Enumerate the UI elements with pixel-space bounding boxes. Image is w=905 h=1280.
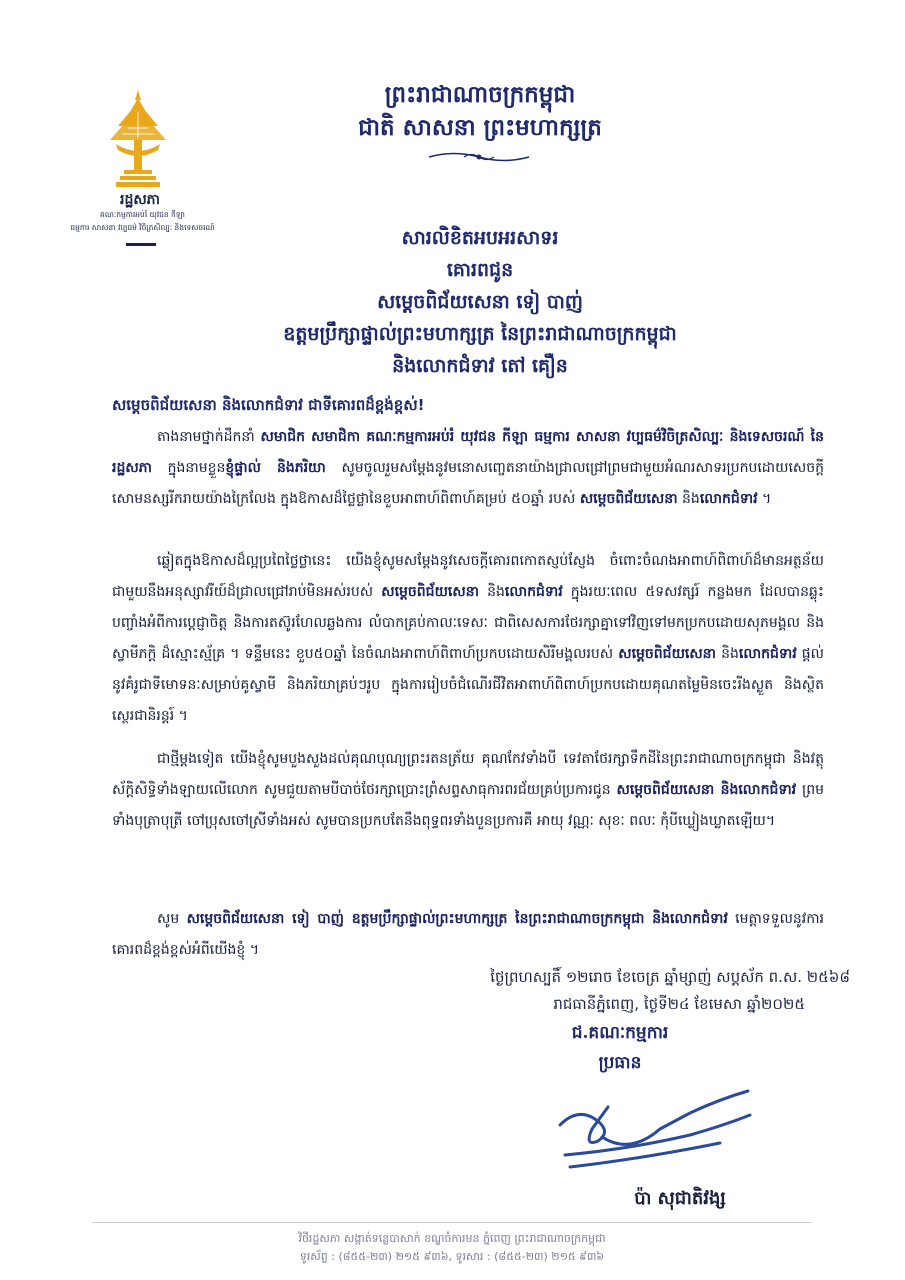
p3-bold-1: សម្តេចពិជ័យសេនា និងលោកជំទាវ: [616, 782, 797, 798]
footer: [92, 1230, 812, 1266]
p2-text-1: ឆ្លៀតក្នុងឱកាសដ៏ល្អប្រពៃថ្លៃថ្លានេះ យើងខ្ញុំសូមសម្តែងនូវសេចក្តីគោរពកោតស្ញប់ស្ញែង ចំពោះចំណងអាពាហ៍ពិពាហ៍ដ៏មានអត្ថន័យ ជាមួយនឹងអនុស្សាវរីយ៍ដ៏ជ្រាលជ្រៅរាប់មិនអស់របស់: [112, 553, 824, 600]
paragraph-2: [112, 546, 824, 732]
p1-text-3: សូមចូលរួមសម្តែងនូវមនោសញ្ចេតនាយ៉ាងជ្រាលជ្រៅព្រមជាមួយអំណរសាទរប្រកបដោយសេចក្តីសោមនស្សរីករាយយ៉ាងក្រៃលែង ក្នុងឱកាសដ៏ថ្លៃថ្លានៃខួបអាពាហ៍ពិពាហ៍គម្រប់ ៥០ឆ្នាំ របស់: [112, 460, 824, 507]
p1-text-5: ។: [757, 491, 772, 507]
footer-phone: ទូរស័ព្ទ : (៨៥៥-២៣) ២១៥ ៩៣៦, ទូរសារ : (៨៥៥-២៣) ២១៥ ៩៣៦: [299, 1250, 605, 1263]
p2-bold-3: សម្តេចពិជ័យសេនា: [618, 646, 717, 662]
p1-bold-4: លោកជំទាវ: [699, 491, 758, 507]
p1-text-1: តាងនាមថ្នាក់ដឹកនាំ: [157, 429, 261, 445]
paragraph-1: [112, 422, 824, 515]
org-line-1: គណៈកម្មការអប់រំ យុវជន កីឡា: [100, 210, 185, 219]
p2-bold-2: លោកជំទាវ: [504, 584, 563, 600]
p1-bold-3: សម្តេចពិជ័យសេនា: [579, 491, 678, 507]
title-line-3: សម្តេចពិជ័យសេនា ទៀ បាញ់: [377, 291, 583, 313]
org-committee: [30, 208, 255, 234]
p3-text-1: ជាថ្មីម្តងទៀត យើងខ្ញុំសូមបួងសួងដល់គុណបុណ្យព្រះរតនត្រ័យ គុណកែវទាំងបី ទេវតាថែរក្សាទឹកដីនៃព្រះរាជាណាចក្រកម្ពុជា និងវត្ថុស័ក្តិសិទ្ធិទាំងឡាយលើលោក សូមជួយតាមបីបាច់ថែរក្សាប្រោះព្រំសព្ទសាធុការពរជ័យគ្រប់ប្រការជូន: [112, 751, 824, 798]
footer-address: វិថីរដ្ឋសភា សង្កាត់ទន្លេបាសាក់ ខណ្ឌចំការមន ភ្នំពេញ ព្រះរាជាណាចក្រកម្ពុជា: [298, 1232, 606, 1245]
kingdom-motto: [330, 78, 630, 144]
org-line-2: ធម្មការ សាសនា វប្បធម៌ វិចិត្រសិល្បៈ និងទេសចរណ៍: [70, 223, 215, 232]
letterhead-divider: [126, 243, 156, 246]
handwritten-signature: [540, 1085, 760, 1175]
signatory-name: ប៉ា សុជាតិវង្ស: [634, 1188, 726, 1209]
title-line-2: គោរពជូន: [446, 259, 514, 281]
p1-text-4: និង: [677, 491, 700, 507]
title-line-5: និងលោកជំទាវ តៅ គឿន: [392, 355, 568, 377]
signatory-title: ប្រធាន: [598, 1053, 642, 1073]
signatory-org: ជ.គណៈកម្មការ: [571, 1023, 669, 1043]
org-name: រដ្ឋសភា: [120, 192, 160, 208]
paragraph-4: [112, 904, 824, 966]
kingdom-line-2: ជាតិ សាសនា ព្រះមហាក្សត្រ: [358, 114, 602, 141]
p2-bold-4: លោកជំទាវ: [738, 646, 797, 662]
p1-bold-2: ខ្ញុំផ្ទាល់ និងភរិយា: [225, 460, 326, 476]
p1-bold-1: សមាជិក សមាជិកា គណៈកម្មការអប់រំ យុវជន កីឡា ធម្មការ សាសនា វប្បធម៌វិចិត្រសិល្បៈ និងទេសចរណ៍ នៃរដ្ឋសភា: [112, 429, 824, 476]
p2-text-2: និង: [479, 584, 505, 600]
date-lunar: ថ្ងៃព្រហស្បតិ៍ ១២រោច ខែចេត្រ ឆ្នាំម្សាញ់ សប្តស័ក ព.ស. ២៥៦៨: [490, 968, 850, 986]
p1-text-2: ក្នុងនាមខ្លួន: [152, 460, 226, 476]
paragraph-3: [112, 744, 824, 837]
p2-text-3: ក្នុងរយៈពេល ៥ទសវត្សរ៍ កន្លងមក ដែលបានឆ្លុះបញ្ចាំងអំពីការប្តេជ្ញាចិត្ត និងការតស៊ូរហែលឆ្លងការ លំបាកគ្រប់កាលៈទេសៈ ជាពិសេសការថែរក្សាគ្នាទៅវិញទៅមកប្រកបដោយសុភមង្គល និងស្វាមីភក្តិ ដ៏ស្មោះស្ម័គ្រ ។ ទន្ទឹមនេះ ខួប៥០ឆ្នាំ នៃចំណងអាពាហ៍ពិពាហ៍ប្រកបដោយសិរីមង្គលរបស់: [112, 584, 824, 662]
footer-divider: [92, 1222, 812, 1223]
p2-bold-1: សម្តេចពិជ័យសេនា: [381, 584, 480, 600]
ornament-divider: [424, 148, 534, 166]
p2-text-4: និង: [716, 646, 739, 662]
p2-text-5: ផ្តល់នូវគំរូជាទីមោទនៈសម្រាប់គូស្វាមី និងភរិយាគ្រប់ៗរូប ក្នុងការរៀបចំជំណើរជីវិតអាពាហ៍ពិពាហ៍ប្រកបដោយគុណតម្លៃមិនចេះរីងស្ងួត និងស្ថិតស្ថេរជានិរន្តរ៍ ។: [112, 646, 824, 724]
salutation: សម្តេចពិជ័យសេនា និងលោកជំទាវ ជាទីគោរពដ៏ខ្ពង់ខ្ពស់!: [112, 396, 425, 414]
date-solar: រាជធានីភ្នំពេញ, ថ្ងៃទី២៤ ខែមេសា ឆ្នាំ២០២៥: [553, 995, 805, 1013]
title-line-4: ឧត្តមប្រឹក្សាផ្ទាល់ព្រះមហាក្សត្រ នៃព្រះរាជាណាចក្រកម្ពុជា: [283, 323, 677, 345]
p4-text-1: សូម: [157, 911, 187, 927]
p3-text-2: ព្រមទាំងបុត្រាបុត្រី ចៅប្រុសចៅស្រីទាំងអស់ សូមបានប្រកបតែនឹងពុទ្ធពរទាំងបួនប្រការគឺ អាយុ វណ្ណៈ សុខៈ ពលៈ កុំបីឃ្លៀងឃ្លាតឡើយ។: [112, 782, 824, 829]
p4-text-2: មេត្តាទទួលនូវការគោរពដ៏ខ្ពង់ខ្ពស់អំពីយើងខ្ញុំ ។: [112, 911, 824, 958]
p4-bold-1: សម្តេចពិជ័យសេនា ទៀ បាញ់ ឧត្តមប្រឹក្សាផ្ទាល់ព្រះមហាក្សត្រ នៃព្រះរាជាណាចក្រកម្ពុជា និងលោកជំទាវ: [186, 911, 728, 927]
kingdom-line-1: ព្រះរាជាណាចក្រកម្ពុជា: [384, 81, 576, 108]
title-line-1: សារលិខិតអបអរសាទរ: [401, 227, 559, 249]
national-assembly-emblem: [88, 88, 188, 188]
letter-title: [240, 222, 720, 382]
